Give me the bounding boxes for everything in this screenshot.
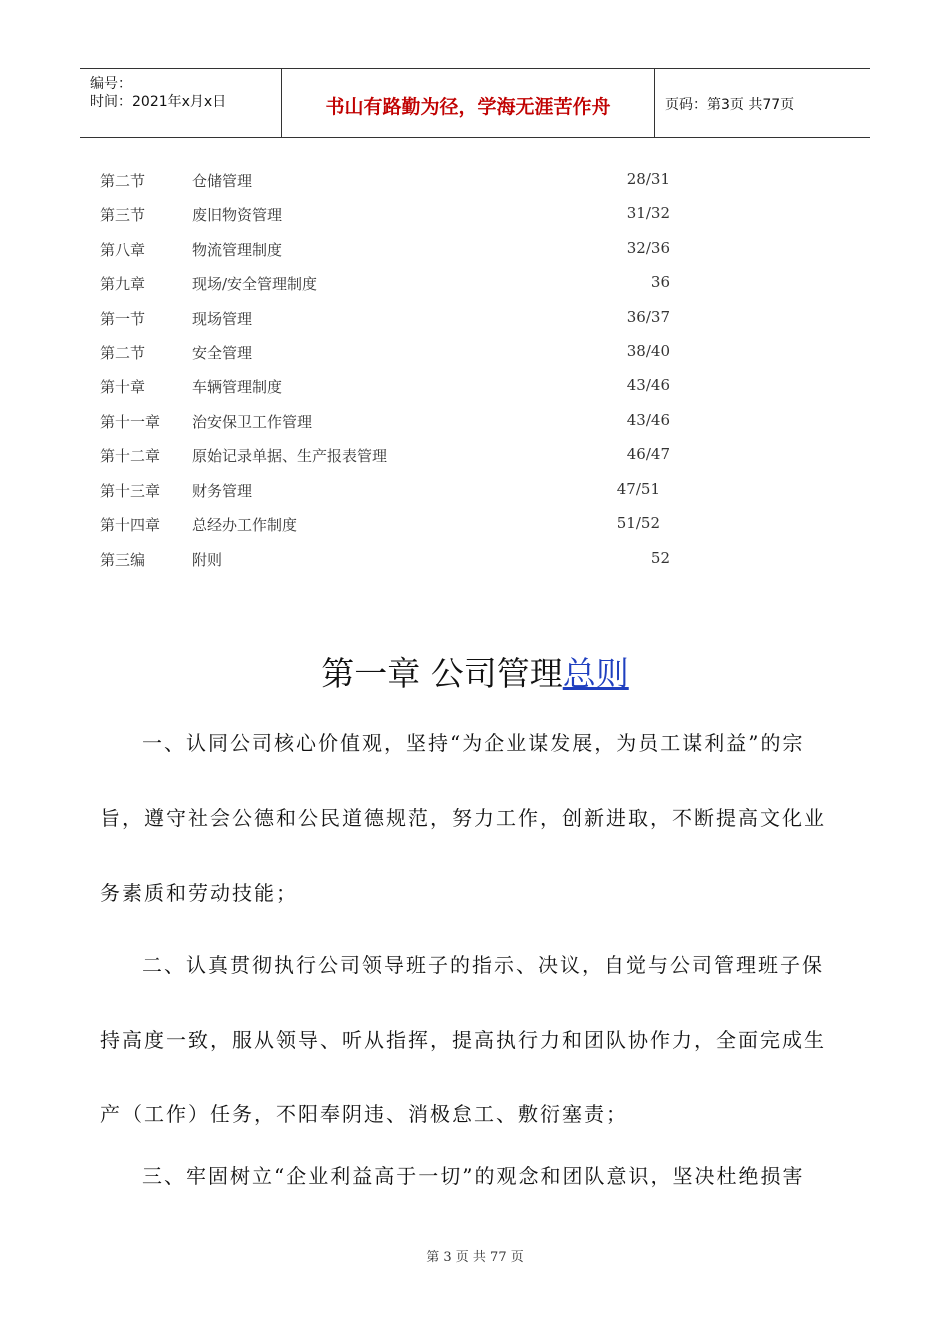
chapter-title-link[interactable]: 总则	[562, 654, 629, 693]
toc-label: 第十三章	[100, 482, 161, 500]
toc-row	[100, 239, 670, 261]
toc-label: 第一节	[100, 310, 146, 328]
toc-pages: 28/31	[626, 170, 670, 188]
toc-title: 财务管理	[192, 482, 253, 500]
toc-pages: 38/40	[626, 342, 670, 360]
body-line: 一、认同公司核心价值观，坚持“为企业谋发展，为员工谋利益”的宗	[142, 731, 805, 755]
toc-title: 物流管理制度	[192, 241, 283, 259]
toc-pages: 43/46	[626, 411, 670, 429]
chapter-title	[0, 648, 950, 695]
body-line: 务素质和劳动技能；	[100, 881, 298, 905]
page-header	[80, 68, 870, 138]
toc-label: 第十章	[100, 378, 146, 396]
toc-title: 现场/安全管理制度	[192, 275, 318, 293]
toc-pages: 31/32	[626, 204, 670, 222]
header-motto-cell	[282, 69, 655, 137]
toc-pages: 46/47	[626, 445, 670, 463]
toc-label: 第十二章	[100, 447, 161, 465]
toc-title: 现场管理	[192, 310, 253, 328]
toc-title: 安全管理	[192, 344, 253, 362]
toc-title: 废旧物资管理	[192, 206, 283, 224]
toc-row	[100, 204, 670, 226]
header-motto: 书山有路勤为径，学海无涯苦作舟	[325, 96, 611, 118]
toc-row	[100, 376, 670, 398]
toc-label: 第二节	[100, 172, 146, 190]
toc-label: 第三节	[100, 206, 146, 224]
toc-row	[100, 480, 670, 502]
body-line: 旨，遵守社会公德和公民道德规范，努力工作，创新进取，不断提高文化业	[100, 806, 826, 830]
toc-pages: 36	[650, 273, 670, 291]
toc-label: 第九章	[100, 275, 146, 293]
toc-label: 第十一章	[100, 413, 161, 431]
toc-title: 仓储管理	[192, 172, 253, 190]
page-footer: 第 3 页 共 77 页	[426, 1250, 524, 1265]
toc-row	[100, 170, 670, 192]
header-page-info: 页码：第3页 共77页	[665, 97, 795, 113]
toc-title: 总经办工作制度	[192, 516, 298, 534]
toc-title: 治安保卫工作管理	[192, 413, 313, 431]
toc-row	[100, 342, 670, 364]
toc-label: 第八章	[100, 241, 146, 259]
body-line: 产（工作）任务，不阳奉阴违、消极怠工、敷衍塞责；	[100, 1102, 628, 1126]
toc-pages: 47/51	[616, 480, 660, 498]
toc-pages: 52	[650, 549, 670, 567]
header-meta-cell	[80, 69, 282, 137]
toc-pages: 36/37	[626, 308, 670, 326]
toc-title: 附则	[192, 551, 223, 569]
toc-label: 第二节	[100, 344, 146, 362]
body-line: 二、认真贯彻执行公司领导班子的指示、决议，自觉与公司管理班子保	[142, 953, 824, 977]
body-line: 持高度一致，服从领导、听从指挥，提高执行力和团队协作力，全面完成生	[100, 1028, 826, 1052]
toc-title: 原始记录单据、生产报表管理	[192, 447, 388, 465]
toc-pages: 51/52	[616, 514, 660, 532]
serial-label: 编号：	[90, 76, 132, 92]
toc-title: 车辆管理制度	[192, 378, 283, 396]
toc-row	[100, 411, 670, 433]
toc-pages: 32/36	[626, 239, 670, 257]
toc-row	[100, 308, 670, 330]
time-label: 时间：2021年x月x日	[90, 94, 227, 110]
toc-label: 第十四章	[100, 516, 161, 534]
body-line: 三、牢固树立“企业利益高于一切”的观念和团队意识，坚决杜绝损害	[142, 1164, 805, 1188]
toc-row	[100, 445, 670, 467]
toc-pages: 43/46	[626, 376, 670, 394]
toc-label: 第三编	[100, 551, 146, 569]
chapter-title-main: 第一章 公司管理	[321, 654, 563, 693]
toc-row	[100, 549, 670, 571]
toc-row	[100, 514, 670, 536]
toc-row	[100, 273, 670, 295]
header-page-cell	[655, 69, 870, 137]
